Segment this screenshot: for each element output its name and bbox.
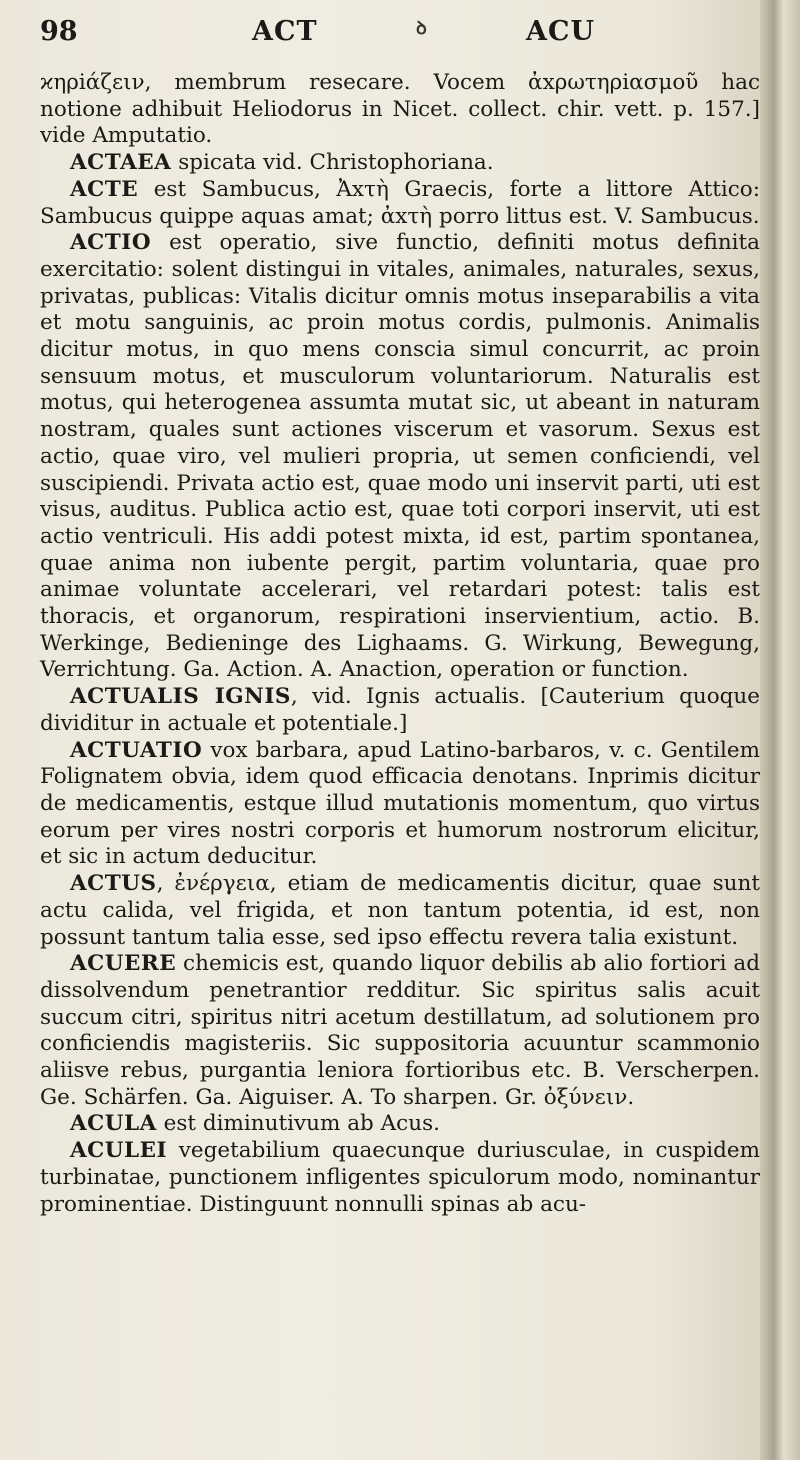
entry-body: est diminutivum ab Acus. xyxy=(156,1111,440,1137)
entry-headword: ACUERE xyxy=(70,951,177,977)
right-guide-word: ACU xyxy=(526,16,595,47)
entry-continuation xyxy=(40,70,760,150)
entry-actaea xyxy=(40,150,760,177)
entry-body: est operatio, sive functio, definiti motus definita exercitatio: solent distingui in vitales, animales, naturales, sexus, privatas, publicas: Vitalis dicitur omnis motus inseparabilis a vita et motu sanguinis, ac proin motus cordis, pulmonis. Animalis dicitur motus, in quo mens conscia simul concurrit, ac proin sensuum motus, et musculorum voluntariorum. Naturalis est motus, qui heterogenea assumta mutat sic, ut abeant in naturam nostram, quales sunt actiones viscerum et vasorum. Sexus est actio, quae viro, vel mulieri propria, ut semen conficiendi, vel suscipiendi. Privata actio est, quae modo uni inservit parti, uti est visus, auditus. Publica actio est, quae toti corpori inservit, uti est actio ventriculi. His addi potest mixta, id est, partim spontanea, quae anima non iubente pergit, partim voluntaria, quae pro animae voluntate accelerari, vel retardari potest: talis est thoracis, et organorum, respirationi inservientium, actio. B. Werkinge, Bedieninge des Lighaams. G. Wirkung, Bewegung, Verrichtung. Ga. Action. A. Anaction, operation or function. xyxy=(40,230,760,683)
page-number: 98 xyxy=(40,16,78,47)
entry-body: vox barbara, apud Latino-barbaros, v. c. Gentilem Folignatem obvia, idem quod efficacia denotans. Inprimis dicitur de medicamentis, estque illud mutationis momentum, quo virtus eorum per vires nostri corporis et humorum nostrorum elicitur, et sic in actum deducitur. xyxy=(40,737,760,870)
entry-body: chemicis est, quando liquor debilis ab alio fortiori ad dissolvendum penetrantior redditur. Sic spiritus salis acuit succum citri, spiritus nitri acetum destillatum, ad solutionem pro conficiendis magisteriis. Sic suppositoria acuuntur scammonio aliisve rebus, purgantia leniora fortioribus etc. B. Verscherpen. Ge. Schärfen. Ga. Aiguiser. A. To sharpen. Gr. ὀξύνειν. xyxy=(40,951,760,1110)
entry-body: , vid. Ignis actualis. [Cauterium quoque dividitur in actuale et potentiale.] xyxy=(40,684,760,736)
entry-actuatio xyxy=(40,738,760,872)
entry-aculei xyxy=(40,1138,760,1218)
entry-headword: ACTE xyxy=(70,176,139,202)
entry-body: spicata vid. Christophoriana. xyxy=(171,150,494,176)
entry-headword: ACTUATIO xyxy=(70,737,203,763)
entry-actio xyxy=(40,230,760,684)
entry-actualis-ignis xyxy=(40,684,760,737)
entry-body: ϰηρiάζειν, membrum resecare. Vocem ἀxρωτηρiασμοῦ hac notione adhibuit Heliodorus in Nicet. collect. chir. vett. p. 157.] vide Amputatio. xyxy=(40,70,760,149)
running-header xyxy=(36,14,676,56)
book-edge xyxy=(760,0,800,1460)
entry-actus xyxy=(40,871,760,951)
printer-mark: ꝺ xyxy=(416,18,427,39)
entry-headword: ACTAEA xyxy=(70,150,172,176)
entry-body: est Sambucus, Ἀxτὴ Graecis, forte a littore Attico: Sambucus quippe aquas amat; ἀxτὴ porro littus est. V. Sambucus. xyxy=(40,176,760,229)
entry-headword: ACTIO xyxy=(70,230,152,256)
entry-body: , ἐνέργεια, etiam de medicamentis dicitur, quae sunt actu calida, vel frigida, et non tantum potentia, id est, non possunt tantum talia esse, sed ipso effectu revera talia existunt. xyxy=(40,871,760,950)
left-guide-word: ACT xyxy=(252,16,318,47)
entry-acuere xyxy=(40,951,760,1111)
entry-acula xyxy=(40,1111,760,1138)
entry-headword: ACULA xyxy=(70,1111,157,1137)
entry-headword: ACULEI xyxy=(70,1138,168,1164)
entry-headword: ACTUALIS IGNIS xyxy=(70,684,291,710)
dictionary-text xyxy=(40,70,760,1218)
entry-acte xyxy=(40,177,760,230)
entry-body: vegetabilium quaecunque duriusculae, in cuspidem turbinatae, punctionem infligentes spiculorum modo, nominantur prominentiae. Distinguunt nonnulli spinas ab acu- xyxy=(40,1138,760,1217)
entry-headword: ACTUS xyxy=(70,871,157,897)
